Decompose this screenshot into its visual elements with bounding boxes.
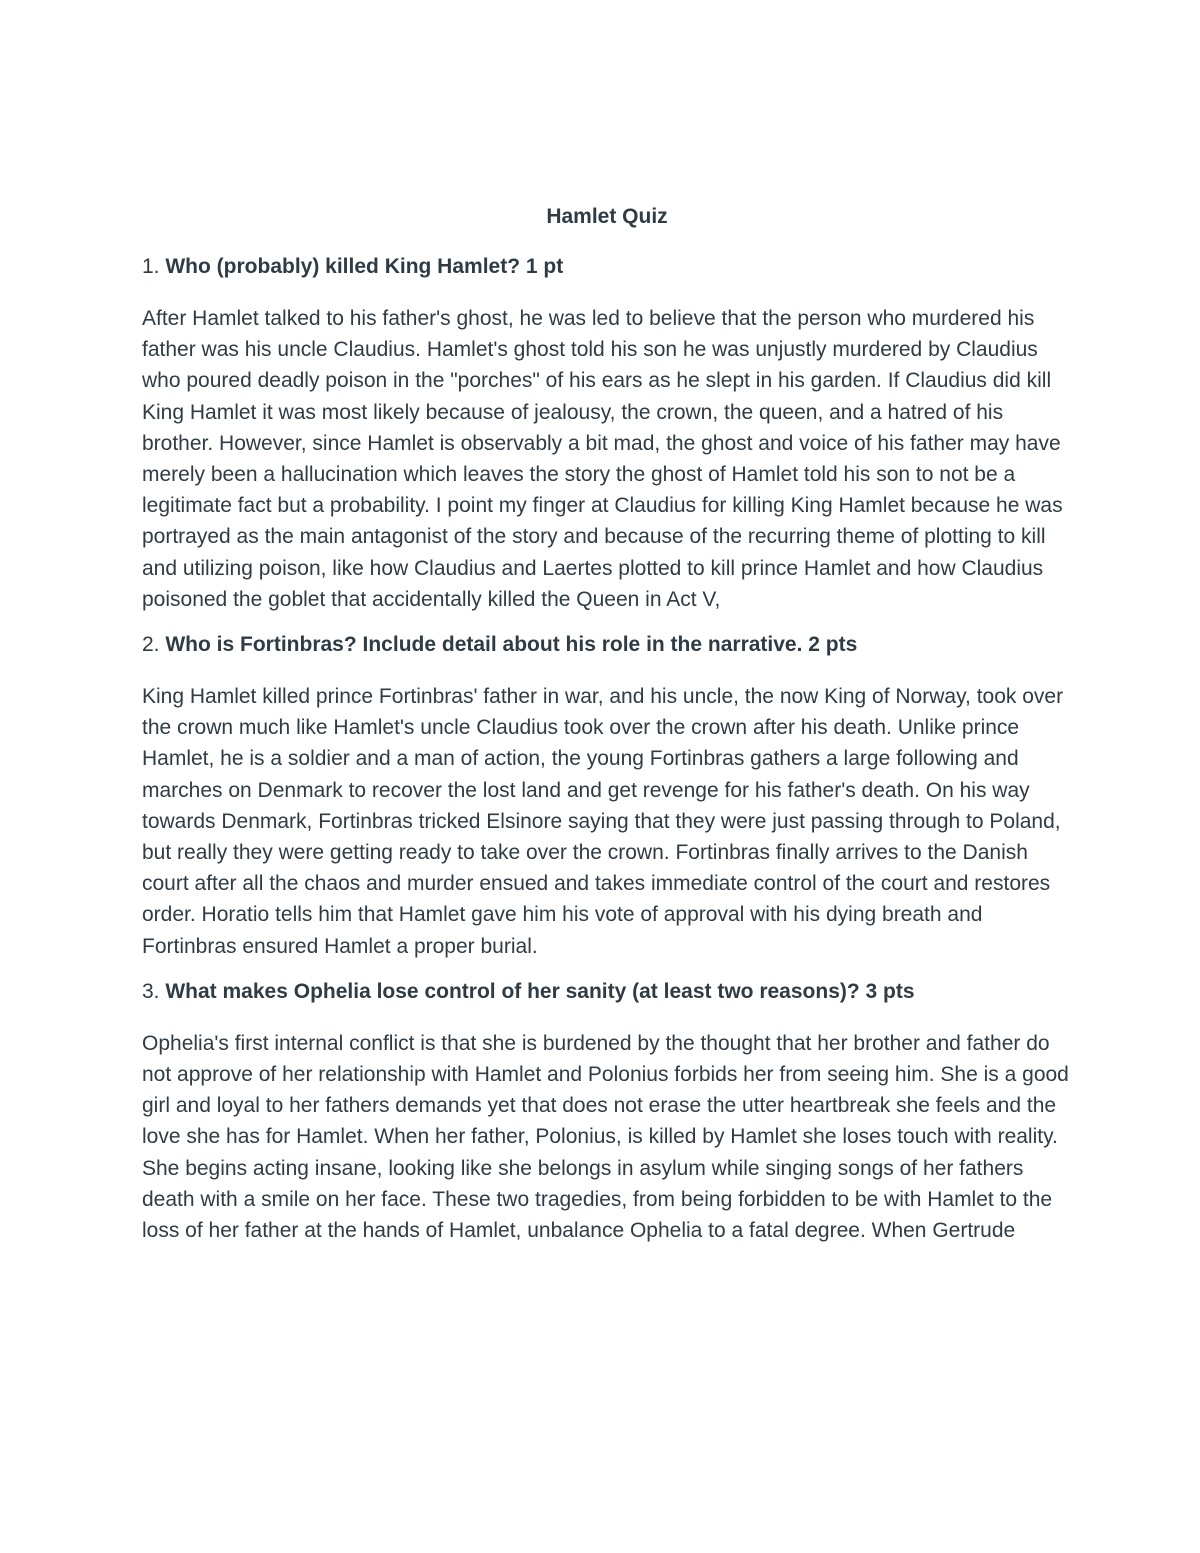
question-prompt: What makes Ophelia lose control of her sanity (at least two reasons)? 3 pts bbox=[165, 979, 915, 1003]
question-number: 1. bbox=[142, 255, 160, 278]
question-2 bbox=[142, 632, 1072, 658]
answer-3: Ophelia's first internal conflict is that she is burdened by the thought that her brother and father do not approve of her relationship with Hamlet and Polonius forbids her from seeing him. She is a good girl and loyal to her fathers demands yet that does not erase the utter heartbreak she feels and the love she has for Hamlet. When her father, Polonius, is killed by Hamlet she loses touch with reality. She begins acting insane, looking like she belongs in asylum while singing songs of her fathers death with a smile on her face. These two tragedies, from being forbidden to be with Hamlet to the loss of her father at the hands of Hamlet, unbalance Ophelia to a fatal degree. When Gertrude bbox=[142, 1031, 1069, 1243]
document-page bbox=[142, 204, 1072, 1263]
answer-1: After Hamlet talked to his father's ghost, he was led to believe that the person who murdered his father was his uncle Claudius. Hamlet's ghost told his son he was unjustly murdered by Claudius who poured deadly poison in the "porches" of his ears as he slept in his garden. If Claudius did kill King Hamlet it was most likely because of jealousy, the crown, the queen, and a hatred of his brother. However, since Hamlet is observably a bit mad, the ghost and voice of his father may have merely been a hallucination which leaves the story the ghost of Hamlet told his son to not be a legitimate fact but a probability. I point my finger at Claudius for killing King Hamlet because he was portrayed as the main antagonist of the story and because of the recurring theme of plotting to kill and utilizing poison, like how Claudius and Laertes plotted to kill prince Hamlet and how Claudius poisoned the goblet that accidentally killed the Queen in Act V, bbox=[142, 307, 1063, 611]
question-prompt: Who (probably) killed King Hamlet? 1 pt bbox=[165, 255, 564, 278]
question-3 bbox=[142, 979, 1072, 1005]
document-title: Hamlet Quiz bbox=[546, 205, 668, 228]
question-number: 2. bbox=[142, 633, 160, 657]
question-1 bbox=[142, 254, 1072, 280]
question-number: 3. bbox=[142, 979, 160, 1003]
question-prompt: Who is Fortinbras? Include detail about his role in the narrative. 2 pts bbox=[165, 633, 858, 657]
answer-2: King Hamlet killed prince Fortinbras' father in war, and his uncle, the now King of Norway, took over the crown much like Hamlet's uncle Claudius took over the crown after his death. Unlike prince Hamlet, he is a soldier and a man of action, the young Fortinbras gathers a large following and marches on Denmark to recover the lost land and get revenge for his father's death. On his way towards Denmark, Fortinbras tricked Elsinore saying that they were just passing through to Poland, but really they were getting ready to take over the crown. Fortinbras finally arrives to the Danish court after all the chaos and murder ensued and takes immediate control of the court and restores order. Horatio tells him that Hamlet gave him his vote of approval with his dying breath and Fortinbras ensured Hamlet a proper burial. bbox=[142, 685, 1064, 958]
